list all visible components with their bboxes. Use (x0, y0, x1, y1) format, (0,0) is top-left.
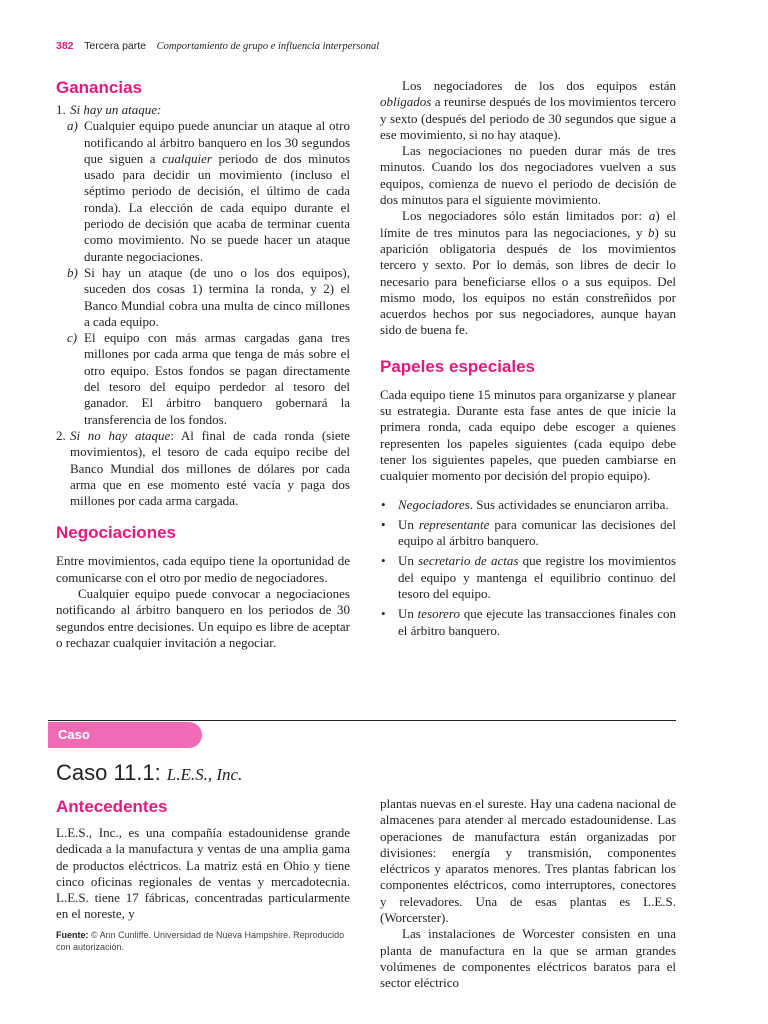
text-run: que registre los movimientos del equipo y mantenga el equilibrio continuo del tesoro del equipo. (398, 553, 676, 602)
part-label: Tercera parte (84, 40, 147, 52)
emphasis: tesorero (417, 606, 461, 622)
chapter-title: Comportamiento de grupo e influencia interpersonal (156, 41, 380, 52)
text-run: Un (398, 606, 418, 622)
list-item (380, 606, 676, 639)
list-number: 1. (56, 102, 66, 117)
section-divider (48, 720, 676, 721)
text-run: Los negociadores de los dos equipos están (402, 78, 676, 93)
sub-list-item-b (56, 265, 350, 330)
paragraph (380, 208, 676, 338)
emphasis: representante (418, 516, 490, 532)
section-title-antecedentes: Antecedentes (56, 797, 168, 816)
text-run: para comunicar las decisiones del equipo al árbitro banquero. (398, 516, 676, 549)
case-right-column (380, 796, 676, 992)
sub-list-item-a (56, 118, 350, 265)
text-run: Un (398, 516, 419, 532)
emphasis: b (648, 224, 655, 240)
bullet: • (381, 516, 386, 532)
text-run: a reunirse después de los movimientos tercero y sexto (después del periodo de 30 segundos que sigue a ese movimiento, si no hay ataque). (380, 94, 676, 142)
section-title-papeles: Papeles especiales (380, 356, 536, 376)
source-text: © Ann Cunliffe. Universidad de Nueva Hampshire. Reproducido con autorización. (56, 930, 345, 952)
paragraph: plantas nuevas en el sureste. Hay una cadena nacional de almacenes para atender al mercado estadounidense. Las operaciones de manufactura están organizadas por divisiones: energía y transmisión, componentes eléctricos y aparatos menores. Tres plantas fabrican los componentes eléctricos, como interruptores, conectores y relevadores. Una de esas plantas es L.E.S. (Worcerster). (380, 796, 676, 926)
running-header (56, 40, 379, 52)
text-run: ) su aparición obligatoria después de los movimientos tercero y sexto. Por lo demás, son libres de decir lo necesario para beneficiarse ellos o a sus equipos. Del mismo modo, los equipos no están constreñidos por acuerdos hechos por sus negociadores, aunque hayan sido de buena fe. (380, 224, 676, 338)
emphasis: cualquier (162, 150, 212, 166)
bullet: • (381, 496, 386, 512)
page-number: 382 (56, 40, 74, 52)
sub-item-text: El equipo con más armas cargadas gana tres millones por cada arma que tenga de más sobre el otro equipo. Estos fondos se pagan directamente del tesoro del equipo perdedor al tesoro del ganador. El árbitro banquero gobernará la transferencia de los fondos. (84, 330, 350, 427)
emphasis: secretario de actas (418, 553, 519, 569)
emphasis: obligados (380, 94, 432, 110)
text-run: . Sus actividades se enunciaron arriba. (469, 496, 669, 512)
sub-item-text: periodo de dos minutos usado para decidir un movimiento (incluso el séptimo periodo de decisión, el último de cada ronda). La elección de cada equipo durante el periodo de decisión que acaba de terminar cuenta como movimiento. No se puede hacer un ataque durante negociaciones. (84, 150, 350, 264)
right-column-top (380, 78, 676, 643)
case-name: L.E.S., Inc. (166, 765, 243, 784)
list-item (56, 428, 350, 509)
sub-item-text: Cualquier equipo puede anunciar un ataque al otro notificando al árbitro banquero en los 30 segundos que siguen a (84, 118, 350, 166)
paragraph: Las instalaciones de Worcester consisten en una planta de manufactura en la que se arman grandes volúmenes de componentes eléctricos baratos para el sector eléctrico (380, 926, 676, 991)
section-title-ganancias: Ganancias (56, 78, 142, 97)
text-run: Los negociadores sólo están limitados por: (402, 208, 649, 224)
source-label: Fuente: (56, 930, 89, 940)
case-tab-label: Caso (58, 727, 90, 742)
emphasis: Negociadores (398, 496, 470, 512)
case-tab (48, 722, 202, 748)
case-title (56, 760, 242, 786)
paragraph: L.E.S., Inc., es una compañía estadounidense grande dedicada a la manufactura y ventas de una amplia gama de productos eléctricos. La matriz está en Ohio y tiene cinco oficinas regionales de ventas y mercadotecnia. L.E.S. tiene 17 fábricas, concentradas particularmente en el noreste, y (56, 825, 350, 922)
left-column-top (56, 78, 350, 651)
list-item (380, 517, 676, 550)
list-item-text: : Al final de cada ronda (siete movimientos), el tesoro de cada equipo recibe del Banco Mundial dos millones de dólares por cada arma que en ese momento esté vacía y paga dos millones por cada arma cargada. (70, 427, 350, 509)
list-number: 2. (56, 427, 66, 443)
list-item (56, 102, 350, 118)
list-letter: a) (67, 118, 78, 134)
paragraph: Las negociaciones no pueden durar más de tres minutos. Cuando los dos negociadores vuelven a sus equipos, comienza de nuevo el periodo de decisión de dos minutos para el siguiente movimiento. (380, 143, 676, 208)
emphasis: a (648, 208, 656, 224)
list-item-label: Si no hay ataque (70, 427, 171, 443)
list-letter: c) (67, 330, 78, 346)
roles-list (380, 497, 676, 639)
section-title-negociaciones: Negociaciones (56, 523, 176, 543)
sub-item-text: Si hay un ataque (de uno o los dos equipos), suceden dos cosas 1) termina la ronda, y 2) el Banco Mundial cobra una multa de cinco millones a cada equipo. (84, 264, 350, 329)
paragraph: Entre movimientos, cada equipo tiene la oportunidad de comunicarse con el otro por medio de negociadores. (56, 553, 350, 585)
list-item (380, 497, 676, 513)
paragraph: Cualquier equipo puede convocar a negociaciones notificando al árbitro banquero en los periodos de 30 segundos entre decisiones. Un equipo es libre de aceptar o rechazar cualquier invitación a negociar. (56, 586, 350, 650)
case-left-column (56, 797, 350, 923)
bullet: • (381, 553, 386, 569)
bullet: • (381, 606, 386, 622)
text-run: ) el límite de tres minutos para las negociaciones, y (380, 208, 676, 240)
list-item-label: Si hay un ataque: (70, 102, 162, 117)
text-run: Un (398, 553, 419, 569)
sub-list-item-c (56, 330, 350, 428)
list-letter: b) (67, 264, 78, 280)
source-footnote (56, 929, 356, 953)
text-run: que ejecute las transacciones finales con el árbitro banquero. (398, 606, 676, 638)
case-number: Caso 11.1: (56, 760, 161, 785)
paragraph: Cada equipo tiene 15 minutos para organizarse y planear su estrategia. Durante esta fase antes de que inicie la primera ronda, cada equipo debe escoger a quienes representen los papeles siguientes (cada equipo debe tener los siguientes papeles, que pueden cambiarse en cualquier momento por decisión del propio equipo). (380, 386, 676, 484)
paragraph (380, 78, 676, 143)
list-item (380, 553, 676, 602)
